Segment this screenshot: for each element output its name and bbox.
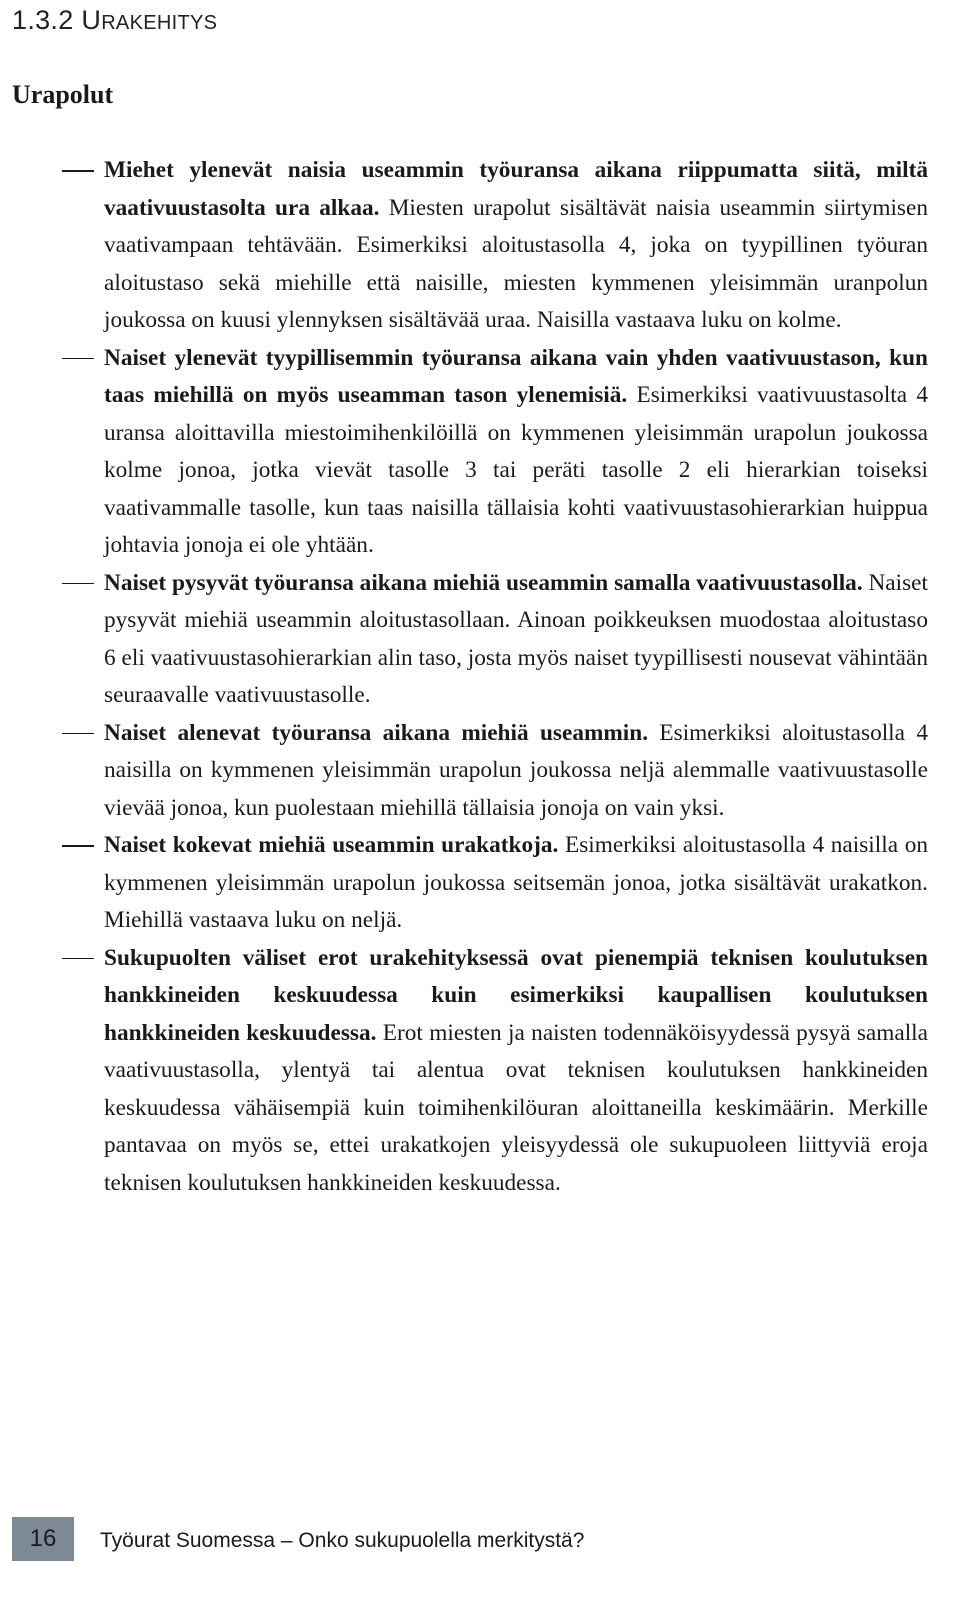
bullet-text: Miesten urapolut sisältävät naisia useammin siirtymisen vaativampaan tehtävään. Esimerkiksi aloitustasolla 4, joka on tyypillinen työuran aloitustaso sekä miehille että naisille, miesten kymmenen yleisimmän uranpolun joukossa on kuusi ylennyksen sisältävää uraa. Naisilla vastaava luku on kolme. xyxy=(104,194,928,333)
list-item xyxy=(0,340,960,565)
dash-marker xyxy=(62,583,94,585)
dash-marker xyxy=(62,358,94,360)
bullet-bold-lead: Naiset kokevat miehiä useammin urakatkoja. xyxy=(104,832,559,858)
bullet-text: Erot miesten ja naisten todennäköisyydessä pysyä samalla vaativuustasolla, ylentyä tai alentua ovat teknisen koulutuksen hankkineiden keskuudessa vähäisempiä kuin toimihenkilöuran aloittaneilla keskimäärin. Merkille pantavaa on myös se, ettei urakatkojen yleisyydessä ole sukupuoleen liittyviä eroja teknisen koulutuksen hankkineiden keskuudessa. xyxy=(104,1019,928,1196)
page-number-box xyxy=(12,1517,74,1561)
bullet-bold-lead: Miehet ylenevät naisia useammin työuransa aikana riippumatta siitä, miltä vaativuustasolta ura alkaa. xyxy=(104,157,928,221)
bullet-list xyxy=(0,152,960,1202)
list-item xyxy=(0,565,960,715)
subheading: Urapolut xyxy=(12,80,114,109)
list-item xyxy=(0,152,960,340)
bullet-bold-lead: Naiset alenevat työuransa aikana miehiä useammin. xyxy=(104,719,649,746)
dash-marker xyxy=(62,958,94,960)
dash-marker xyxy=(62,170,94,172)
section-title-rest: RAKEHITYS xyxy=(101,12,218,34)
list-item xyxy=(0,827,960,940)
bullet-bold-lead: Naiset pysyvät työuransa aikana miehiä useammin samalla vaativuustasolla. xyxy=(104,569,863,596)
list-item xyxy=(0,940,960,1203)
dash-marker xyxy=(62,733,94,735)
dash-marker xyxy=(62,845,94,847)
bullet-text: Esimerkiksi vaativuustasolta 4 uransa aloittavilla miestoimihenkilöillä on kymmenen yleisimmän urapolun joukossa kolme jonoa, jotka vievät tasolle 3 tai peräti tasolle 2 eli hierarkian toiseksi vaativammalle tasolle, kun taas naisilla tällaisia kohti vaativuustasohierarkian huippua johtavia jonoja ei ole yhtään. xyxy=(104,382,928,558)
publication-title: Työurat Suomessa – Onko sukupuolella merkitystä? xyxy=(100,1529,585,1552)
bullet-text: Esimerkiksi aloitustasolla 4 naisilla on kymmenen yleisimmän urapolun joukossa neljä alemmalle vaativuustasolle vievää jonoa, kun puolestaan miehillä tällaisia jonoja on vain yksi. xyxy=(104,719,928,821)
page-number: 16 xyxy=(29,1525,57,1552)
section-number: 1.3.2 xyxy=(12,5,74,35)
bullet-text: Naiset pysyvät miehiä useammin aloitustasollaan. Ainoan poikkeuksen muodostaa aloitustaso 6 eli vaativuustasohierarkian alin taso, josta myös naiset tyypillisesti nousevat vähintään seuraavalle vaativuustasolle. xyxy=(104,569,928,708)
section-title-initial: U xyxy=(81,5,102,35)
list-item xyxy=(0,715,960,828)
bullet-text: Esimerkiksi aloitustasolla 4 naisilla on kymmenen yleisimmän urapolun joukossa seitsemän jonoa, jotka sisältävät urakatkon. Miehillä vastaava luku on neljä. xyxy=(104,832,928,933)
section-heading xyxy=(12,0,217,43)
bullet-bold-lead: Naiset ylenevät tyypillisemmin työuransa aikana vain yhden vaativuustason, kun taas miehillä on myös useamman tason ylenemisiä. xyxy=(104,344,928,408)
bullet-bold-lead: Sukupuolten väliset erot urakehityksessä ovat pienempiä teknisen koulutuksen hankkineiden keskuudessa kuin esimerkiksi kaupallisen koulutuksen hankkineiden keskuudessa. xyxy=(104,944,928,1046)
